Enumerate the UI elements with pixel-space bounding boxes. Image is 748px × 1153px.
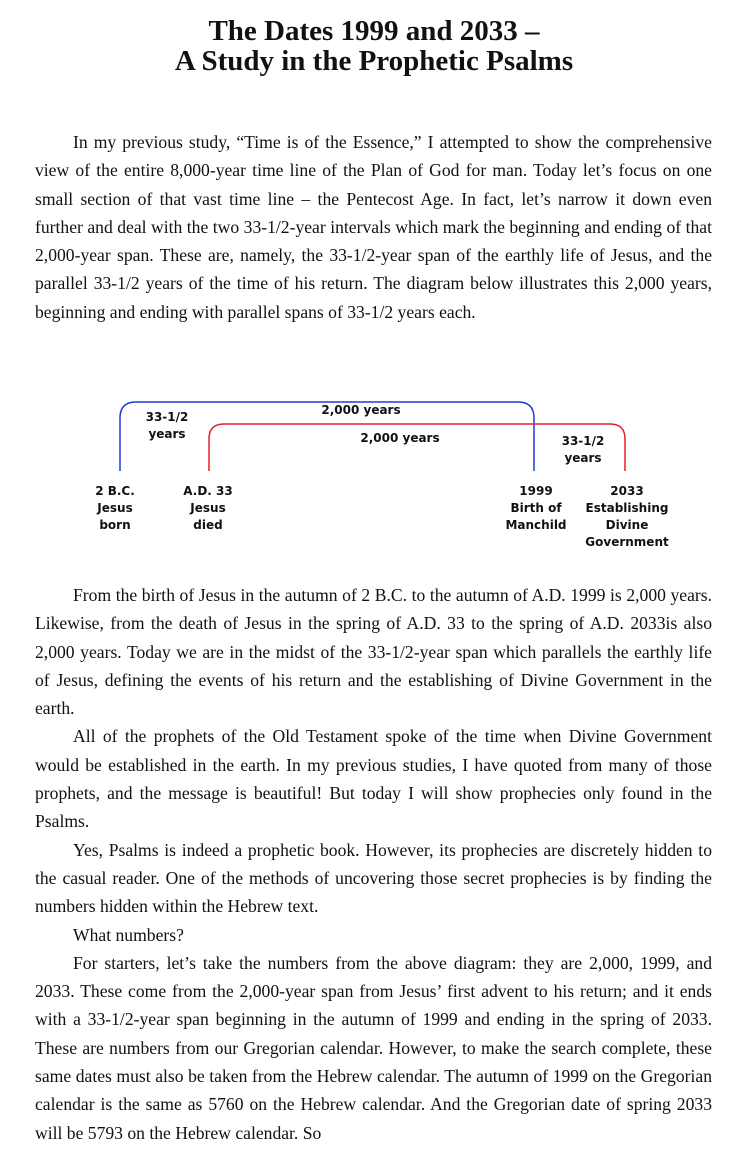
- intro-paragraph: In my previous study, “Time is of the Essence,” I attempted to show the comprehensive view of the entire 8,000-year time line of the Plan of God for man. Today let’s focus on one small section of that vast time line – the Pentecost Age. In fact, let’s narrow it down even further and deal with the two 33-1/2-year intervals which mark the beginning and ending of that 2,000-year span. These are, namely, the 33-1/2-year span of the earthly life of Jesus, and the parallel 33-1/2 years of the time of his return. The diagram below illustrates this 2,000 years, beginning and ending with parallel spans of 33-1/2 years each.: [35, 132, 712, 322]
- title-line-1: The Dates 1999 and 2033 –: [208, 15, 540, 47]
- timeline-brackets: [0, 0, 748, 560]
- body-paragraph-4: What numbers?: [73, 924, 184, 945]
- body-paragraph-2: All of the prophets of the Old Testament spoke of the time when Divine Government would be established in the earth. In my previous studies, I have quoted from many of those prophets, and the message is beautiful! But today I will show prophecies only found in the Psalms.: [35, 726, 712, 832]
- red-span-label: 2,000 years: [360, 431, 440, 445]
- body-paragraph-5: For starters, let’s take the numbers from the above diagram: they are 2,000, 1999, and 2033. These come from the 2,000-year span from Jesus’ first advent to his return; and it ends with a 33-1/2-year span beginning in the autumn of 1999 and ending in the spring of 2033. These are numbers from our Gregorian calendar. However, to make the search complete, these same dates must also be taken from the Hebrew calendar. The autumn of 1999 on the Gregorian calendar is the same as 5760 on the Hebrew calendar. And the Gregorian date of spring 2033 will be 5793 on the Hebrew calendar. So: [35, 952, 712, 1143]
- point-label-1999: 1999 Birth of Manchild: [505, 484, 567, 532]
- body-paragraph-3: Yes, Psalms is indeed a prophetic book. However, its prophecies are discretely hidden to the casual reader. One of the methods of uncovering those secret prophecies is by finding the numbers hidden within the Hebrew text.: [35, 839, 712, 917]
- blue-span-label: 2,000 years: [321, 403, 401, 417]
- point-label-ad33: A.D. 33 Jesus died: [183, 484, 233, 532]
- title-line-2: A Study in the Prophetic Psalms: [174, 45, 574, 77]
- left-span-label: 33-1/2 years: [145, 410, 189, 441]
- point-label-2bc: 2 B.C. Jesus born: [95, 484, 135, 532]
- right-span-label: 33-1/2 years: [561, 434, 605, 465]
- body-paragraph-1: From the birth of Jesus in the autumn of 2 B.C. to the autumn of A.D. 1999 is 2,000 years. Likewise, from the death of Jesus in the spring of A.D. 33 to the spring of A.D. 2033is also 2,000 years. Today we are in the midst of the 33-1/2-year span which parallels the earthly life of Jesus, defining the events of his return and the establishing of Divine Government in the earth.: [35, 585, 712, 719]
- point-label-2033: 2033 Establishing Divine Government: [585, 484, 669, 549]
- body-text: [0, 581, 712, 1147]
